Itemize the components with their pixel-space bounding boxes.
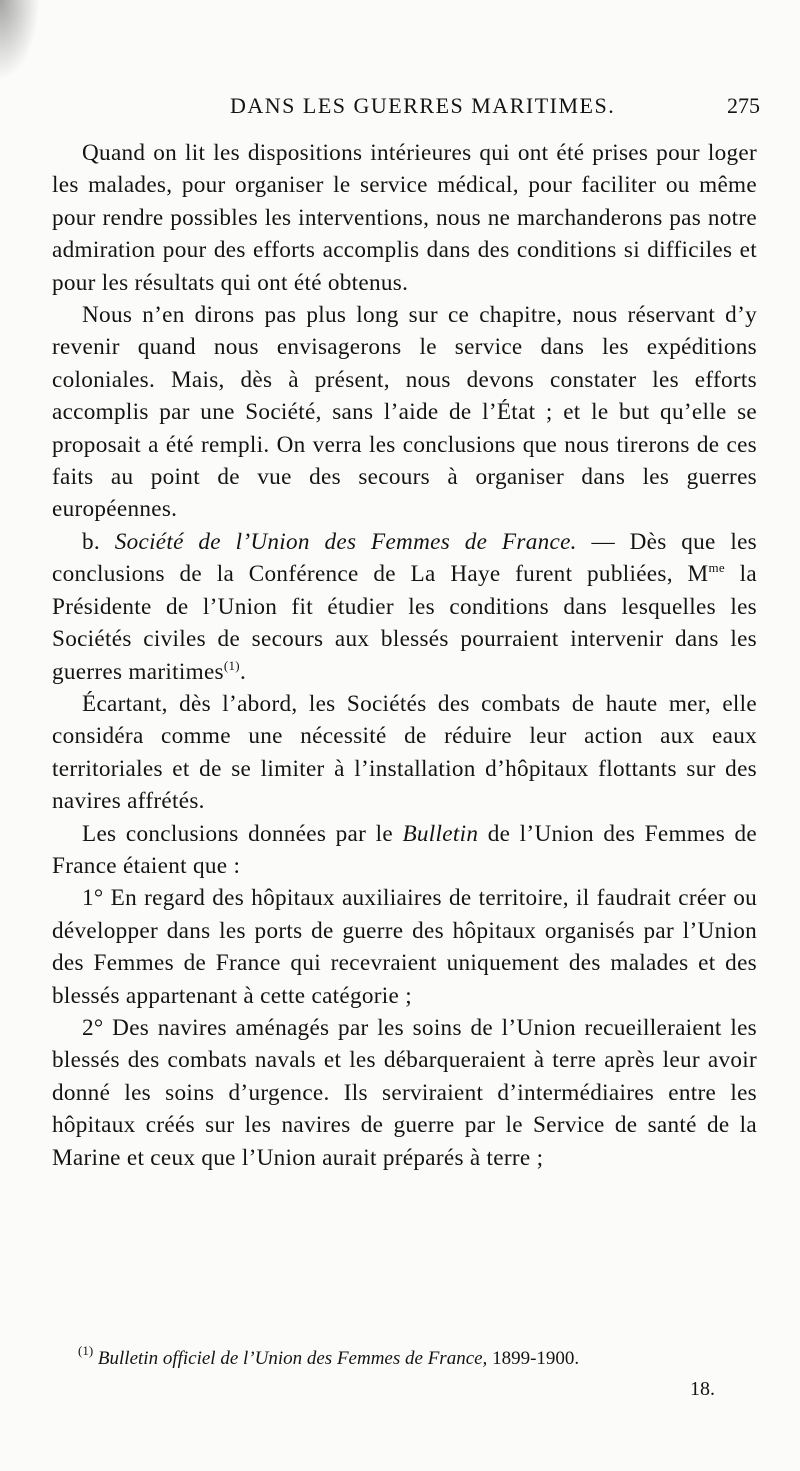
footnote-marker: (1)	[78, 1343, 94, 1358]
paragraph-7: 2° Des navires aménagés par les soins de l’Union recueilleraient les blessés des combats navals et les débarqueraient à terre après leur avoir donné les soins d’urgence. Ils serviraient d’intermédiaires entre les hôpitaux créés sur les navires de guerre par le Service de santé de la Marine et ceux que l’Union aurait préparés à terre ;	[52, 1014, 757, 1171]
paragraph-3	[52, 526, 757, 688]
paragraph-4: Écartant, dès l’abord, les Sociétés des combats de haute mer, elle considéra comme une nécessité de réduire leur action aux eaux territoriales et de se limiter à l’installation d’hôpitaux flottants sur des navires affrétés.	[52, 690, 757, 815]
footnote-reference: (1)	[223, 657, 240, 673]
paragraph-3-text: — Dès que les conclusions de la Conférence de La Haye furent publiées, M	[52, 528, 757, 588]
title-abbrev-superscript: me	[708, 560, 725, 576]
paragraph-3-end: .	[239, 658, 247, 685]
section-title: Société de l’Union des Femmes de France.	[114, 528, 577, 555]
footnote-years: 1899-1900.	[487, 1348, 580, 1369]
page-number: 275	[727, 93, 760, 118]
footnote-title: Bulletin officiel de l’Union des Femmes de France,	[97, 1348, 488, 1369]
running-head	[80, 93, 760, 123]
paragraph-2: Nous n’en dirons pas plus long sur ce chapitre, nous réservant d’y revenir quand nous envisagerons le service dans les expéditions coloniales. Mais, dès à présent, nous devons constater les efforts accomplis par une Société, sans l’aide de l’État ; et le but qu’elle se proposait a été rempli. On verra les conclusions que nous tirerons de ces faits au point de vue des secours à organiser dans les guerres européennes.	[52, 302, 757, 523]
paragraph-1: Quand on lit les dispositions intérieures qui ont été prises pour loger les malades, pour organiser le service médical, pour faciliter ou même pour rendre possibles les interventions, nous ne marchanderons pas notre admiration pour des efforts accomplis dans des conditions si difficiles et pour les résultats qui ont été obtenus.	[52, 140, 757, 296]
paragraph-5-after: de l’Union des Femmes de France étaient que :	[52, 820, 757, 879]
section-marker: b.	[82, 528, 100, 555]
paragraph-3-text-after: la Présidente de l’Union fit étudier les conditions dans lesquelles les Sociétés civiles de secours aux blessés pourraient intervenir dans les guerres maritimes	[52, 561, 757, 685]
paragraph-5-before: Les conclusions données par le	[82, 820, 403, 847]
paragraph-6: 1° En regard des hôpitaux auxiliaires de territoire, il faudrait créer ou développer dans les ports de guerre des hôpitaux organisés par l’Union des Femmes de France qui recevraient uniquement des malades et des blessés appartenant à cette catégorie ;	[52, 885, 757, 1009]
body-text	[52, 137, 757, 1174]
running-title: DANS LES GUERRES MARITIMES.	[230, 93, 616, 118]
paragraph-5	[52, 818, 757, 883]
footnote	[78, 1343, 758, 1372]
bulletin-italic: Bulletin	[402, 820, 479, 847]
signature-mark: 18.	[690, 1378, 715, 1400]
scan-edge-shadow	[0, 0, 40, 80]
